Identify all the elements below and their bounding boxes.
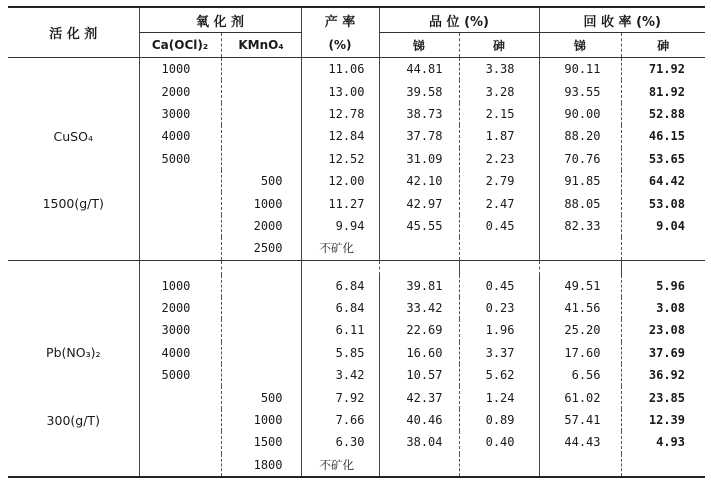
cell-sb: 39.58: [379, 80, 459, 102]
cell-ca: [139, 386, 221, 408]
cell-rsb: 90.00: [539, 103, 621, 125]
cell-km: 1800: [221, 454, 301, 477]
table-row: [8, 431, 705, 453]
activator-dosage: 300(g/T): [8, 409, 139, 431]
cell-ras: [621, 454, 705, 477]
cell-ca: 1000: [139, 275, 221, 297]
cell-ras: 71.92: [648, 62, 685, 77]
cell-yield: 6.11: [301, 319, 379, 341]
table-row: [8, 125, 705, 147]
cell-ras: 81.92: [648, 84, 685, 99]
activator-name: CuSO₄: [8, 125, 139, 147]
cell-sb: 39.81: [379, 275, 459, 297]
activator-cell: [8, 170, 139, 192]
cell-rsb: [539, 237, 621, 260]
activator-cell: [8, 103, 139, 125]
cell-as: 2.47: [459, 192, 539, 214]
cell-as: 2.23: [459, 148, 539, 170]
cell-ras: 53.08: [648, 196, 685, 211]
cell-yield: 12.00: [301, 170, 379, 192]
cell-ras: 64.42: [648, 174, 685, 189]
cell-rsb: 82.33: [539, 215, 621, 237]
cell-yield: 13.00: [301, 80, 379, 102]
cell-rsb: 93.55: [539, 80, 621, 102]
cell-yield: 11.06: [301, 58, 379, 81]
table-row: [8, 454, 705, 477]
group-separator: [8, 260, 705, 275]
header-yield-unit: (%): [301, 33, 379, 58]
table-row: [8, 237, 705, 260]
header-oxidant-ca: Ca(OCl)₂: [139, 33, 221, 58]
cell-rsb: 91.85: [539, 170, 621, 192]
cell-ras: [621, 237, 705, 260]
cell-rsb: 88.20: [539, 125, 621, 147]
cell-sb: 42.97: [379, 192, 459, 214]
cell-as: 0.45: [459, 275, 539, 297]
cell-ca: 3000: [139, 103, 221, 125]
cell-sb: 10.57: [379, 364, 459, 386]
table-row: [8, 297, 705, 319]
cell-km: [221, 103, 301, 125]
cell-ras: 53.65: [648, 151, 685, 166]
cell-km: 1000: [221, 409, 301, 431]
cell-sb: 44.81: [379, 58, 459, 81]
header-recovery: 回 收 率 (%): [539, 7, 705, 33]
header-grade: 品 位 (%): [379, 7, 539, 33]
cell-rsb: 88.05: [539, 192, 621, 214]
cell-ca: 5000: [139, 148, 221, 170]
cell-ca: [139, 237, 221, 260]
activator-dosage: 1500(g/T): [8, 192, 139, 214]
cell-rsb: [539, 454, 621, 477]
cell-as: 1.87: [459, 125, 539, 147]
cell-yield: 12.84: [301, 125, 379, 147]
cell-as: [459, 237, 539, 260]
cell-as: 2.15: [459, 103, 539, 125]
table-row: [8, 103, 705, 125]
cell-rsb: 57.41: [539, 409, 621, 431]
cell-as: 0.45: [459, 215, 539, 237]
cell-rsb: 17.60: [539, 342, 621, 364]
activator-cell: [8, 364, 139, 386]
cell-as: [459, 454, 539, 477]
cell-ras: 23.85: [648, 390, 685, 405]
activator-cell: [8, 297, 139, 319]
cell-ras: 4.93: [656, 435, 685, 450]
table-body: [8, 58, 705, 478]
cell-yield: 6.84: [301, 275, 379, 297]
cell-sb: 42.10: [379, 170, 459, 192]
table-row: [8, 386, 705, 408]
cell-as: 0.89: [459, 409, 539, 431]
header-recovery-as: 砷: [621, 33, 705, 58]
cell-as: 1.24: [459, 386, 539, 408]
cell-ca: 4000: [139, 342, 221, 364]
activator-cell: [8, 215, 139, 237]
header-recovery-sb: 锑: [539, 33, 621, 58]
cell-ca: 2000: [139, 80, 221, 102]
cell-sb: 38.73: [379, 103, 459, 125]
cell-as: 2.79: [459, 170, 539, 192]
table-row: [8, 364, 705, 386]
cell-rsb: 41.56: [539, 297, 621, 319]
cell-km: 2000: [221, 215, 301, 237]
cell-ca: [139, 192, 221, 214]
cell-sb: 42.37: [379, 386, 459, 408]
cell-yield: 7.66: [301, 409, 379, 431]
cell-yield: 6.84: [301, 297, 379, 319]
cell-rsb: 61.02: [539, 386, 621, 408]
cell-sb: 38.04: [379, 431, 459, 453]
data-table-sheet: [8, 6, 705, 484]
cell-sb: 31.09: [379, 148, 459, 170]
cell-sb: 37.78: [379, 125, 459, 147]
activator-cell: [8, 148, 139, 170]
cell-ca: 2000: [139, 297, 221, 319]
cell-km: 1500: [221, 431, 301, 453]
cell-yield: 9.94: [301, 215, 379, 237]
cell-rsb: 44.43: [539, 431, 621, 453]
cell-as: 3.28: [459, 80, 539, 102]
cell-km: [221, 275, 301, 297]
cell-ca: 5000: [139, 364, 221, 386]
cell-sb: [379, 237, 459, 260]
table-row: [8, 275, 705, 297]
cell-km: [221, 125, 301, 147]
table-row: [8, 409, 705, 431]
cell-km: [221, 297, 301, 319]
cell-km: [221, 364, 301, 386]
activator-cell: [8, 275, 139, 297]
cell-sb: [379, 454, 459, 477]
activator-cell: [8, 386, 139, 408]
cell-rsb: 6.56: [539, 364, 621, 386]
results-table: [8, 6, 705, 478]
activator-name: Pb(NO₃)₂: [8, 342, 139, 364]
header-oxidant: 氧 化 剂: [139, 7, 301, 33]
cell-yield: 12.78: [301, 103, 379, 125]
table-row: [8, 170, 705, 192]
activator-cell: [8, 237, 139, 260]
header-activator: 活 化 剂: [8, 7, 139, 58]
table-row: [8, 215, 705, 237]
table-row: [8, 192, 705, 214]
cell-as: 3.37: [459, 342, 539, 364]
cell-sb: 33.42: [379, 297, 459, 319]
cell-sb: 40.46: [379, 409, 459, 431]
cell-yield: 5.85: [301, 342, 379, 364]
cell-ras: 9.04: [656, 218, 685, 233]
cell-yield: 7.92: [301, 386, 379, 408]
table-row: [8, 80, 705, 102]
activator-cell: [8, 80, 139, 102]
cell-ras: 5.96: [656, 278, 685, 293]
cell-ca: 1000: [139, 58, 221, 81]
cell-ca: [139, 454, 221, 477]
cell-ras: 37.69: [648, 345, 685, 360]
cell-km: 500: [221, 386, 301, 408]
table-row: [8, 148, 705, 170]
cell-rsb: 90.11: [539, 58, 621, 81]
cell-km: 2500: [221, 237, 301, 260]
cell-as: 5.62: [459, 364, 539, 386]
cell-as: 0.40: [459, 431, 539, 453]
activator-cell: [8, 319, 139, 341]
cell-ras: 3.08: [656, 301, 685, 316]
cell-ca: [139, 170, 221, 192]
header-yield: 产 率: [301, 7, 379, 33]
activator-cell: [8, 58, 139, 81]
cell-km: [221, 58, 301, 81]
cell-rsb: 49.51: [539, 275, 621, 297]
cell-km: [221, 148, 301, 170]
cell-yield: 12.52: [301, 148, 379, 170]
table-row: [8, 58, 705, 81]
table-row: [8, 342, 705, 364]
cell-ras: 23.08: [648, 323, 685, 338]
cell-km: [221, 319, 301, 341]
cell-ca: [139, 431, 221, 453]
cell-sb: 16.60: [379, 342, 459, 364]
activator-cell: [8, 454, 139, 477]
cell-ras: 12.39: [648, 413, 685, 428]
cell-as: 0.23: [459, 297, 539, 319]
cell-ca: [139, 409, 221, 431]
header-grade-as: 砷: [459, 33, 539, 58]
cell-rsb: 70.76: [539, 148, 621, 170]
cell-yield: 3.42: [301, 364, 379, 386]
cell-rsb: 25.20: [539, 319, 621, 341]
cell-yield: 11.27: [301, 192, 379, 214]
cell-ca: 3000: [139, 319, 221, 341]
cell-yield: 6.30: [301, 431, 379, 453]
header-oxidant-km: KMnO₄: [221, 33, 301, 58]
cell-yield: 不矿化: [301, 454, 379, 477]
cell-km: 500: [221, 170, 301, 192]
cell-ca: 4000: [139, 125, 221, 147]
cell-sb: 45.55: [379, 215, 459, 237]
cell-as: 1.96: [459, 319, 539, 341]
cell-as: 3.38: [459, 58, 539, 81]
cell-ras: 36.92: [648, 368, 685, 383]
header-grade-sb: 锑: [379, 33, 459, 58]
cell-ca: [139, 215, 221, 237]
cell-km: [221, 342, 301, 364]
cell-km: 1000: [221, 192, 301, 214]
cell-yield: 不矿化: [301, 237, 379, 260]
cell-ras: 52.88: [648, 106, 685, 121]
table-row: [8, 319, 705, 341]
cell-km: [221, 80, 301, 102]
cell-sb: 22.69: [379, 319, 459, 341]
activator-cell: [8, 431, 139, 453]
cell-ras: 46.15: [648, 129, 685, 144]
